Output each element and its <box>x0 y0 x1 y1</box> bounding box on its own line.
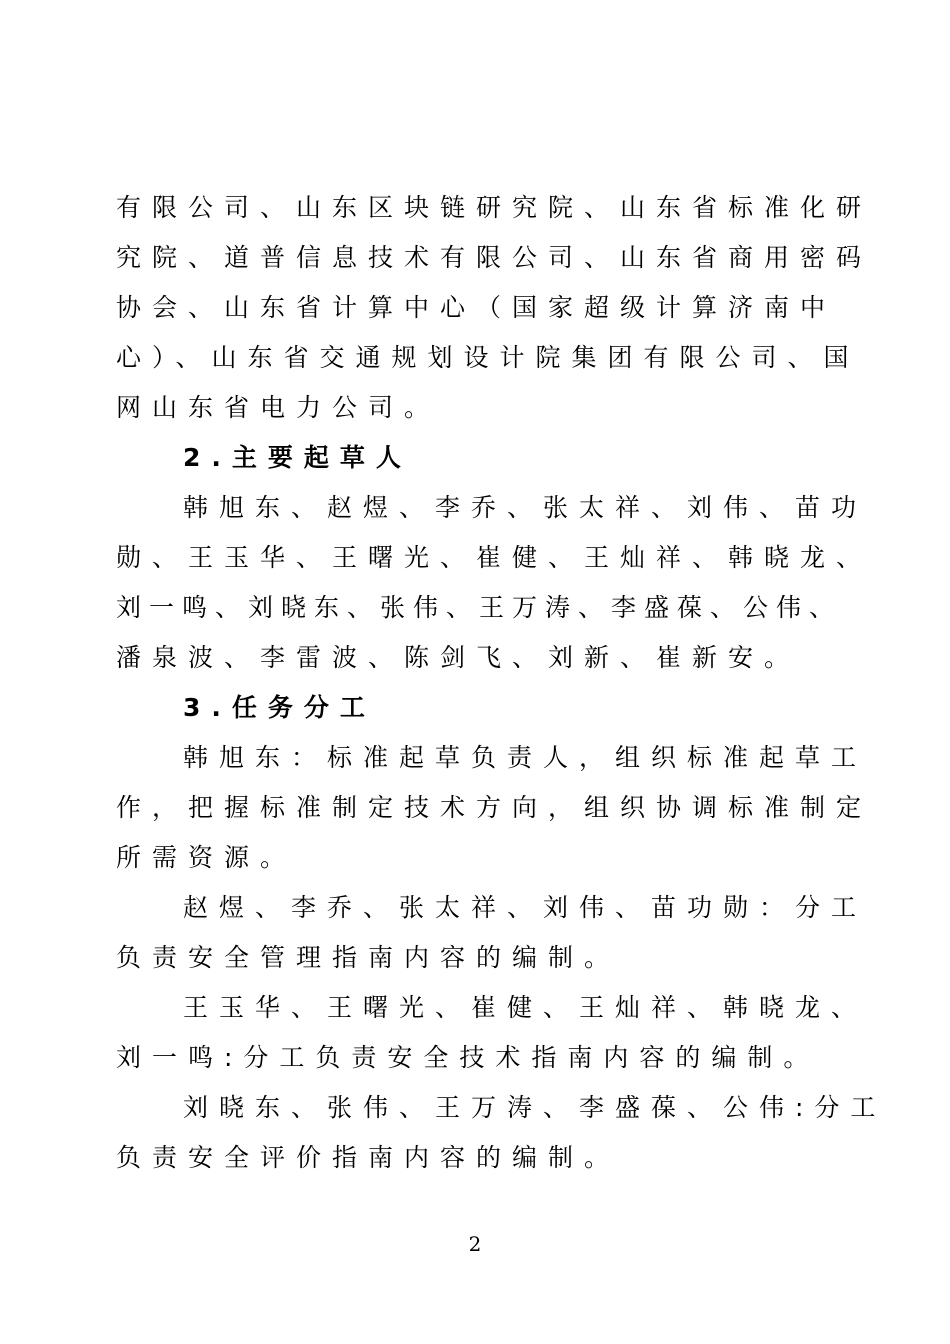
text-line: 勋、王玉华、王曙光、崔健、王灿祥、韩晓龙、 <box>116 543 873 572</box>
text-line: 赵煜、李乔、张太祥、刘伟、苗功勋：分工 <box>183 893 868 922</box>
document-body <box>116 183 887 1183</box>
text-line: 韩旭东：标准起草负责人，组织标准起草工 <box>183 743 868 772</box>
text-line: 潘泉波、李雷波、陈剑飞、刘新、崔新安。 <box>116 643 801 672</box>
section-heading-drafters: 2.主要起草人 <box>183 443 412 472</box>
text-line: 韩旭东、赵煜、李乔、张太祥、刘伟、苗功 <box>183 493 868 522</box>
text-line: 心）、山东省交通规划设计院集团有限公司、国 <box>116 343 860 372</box>
text-line: 网山东省电力公司。 <box>116 393 441 422</box>
text-line: 负责安全评价指南内容的编制。 <box>116 1143 621 1172</box>
text-line: 刘晓东、张伟、王万涛、李盛葆、公伟:分工 <box>183 1093 887 1122</box>
text-line: 协会、山东省计算中心（国家超级计算济南中 <box>116 293 837 322</box>
text-line: 作，把握标准制定技术方向，组织协调标准制定 <box>116 793 873 822</box>
section-heading-tasks: 3.任务分工 <box>183 693 376 722</box>
page-number: 2 <box>468 1232 482 1256</box>
text-line: 所需资源。 <box>116 843 297 872</box>
text-line: 刘一鸣、刘晓东、张伟、王万涛、李盛葆、公伟、 <box>116 593 843 622</box>
text-line: 负责安全管理指南内容的编制。 <box>116 943 621 972</box>
text-line: 王玉华、王曙光、崔健、王灿祥、韩晓龙、 <box>183 993 868 1022</box>
text-line: 究院、道普信息技术有限公司、山东省商用密码 <box>116 243 873 272</box>
text-line: 有限公司、山东区块链研究院、山东省标准化研 <box>116 193 873 222</box>
text-line: 刘一鸣:分工负责安全技术指南内容的编制。 <box>116 1043 820 1072</box>
